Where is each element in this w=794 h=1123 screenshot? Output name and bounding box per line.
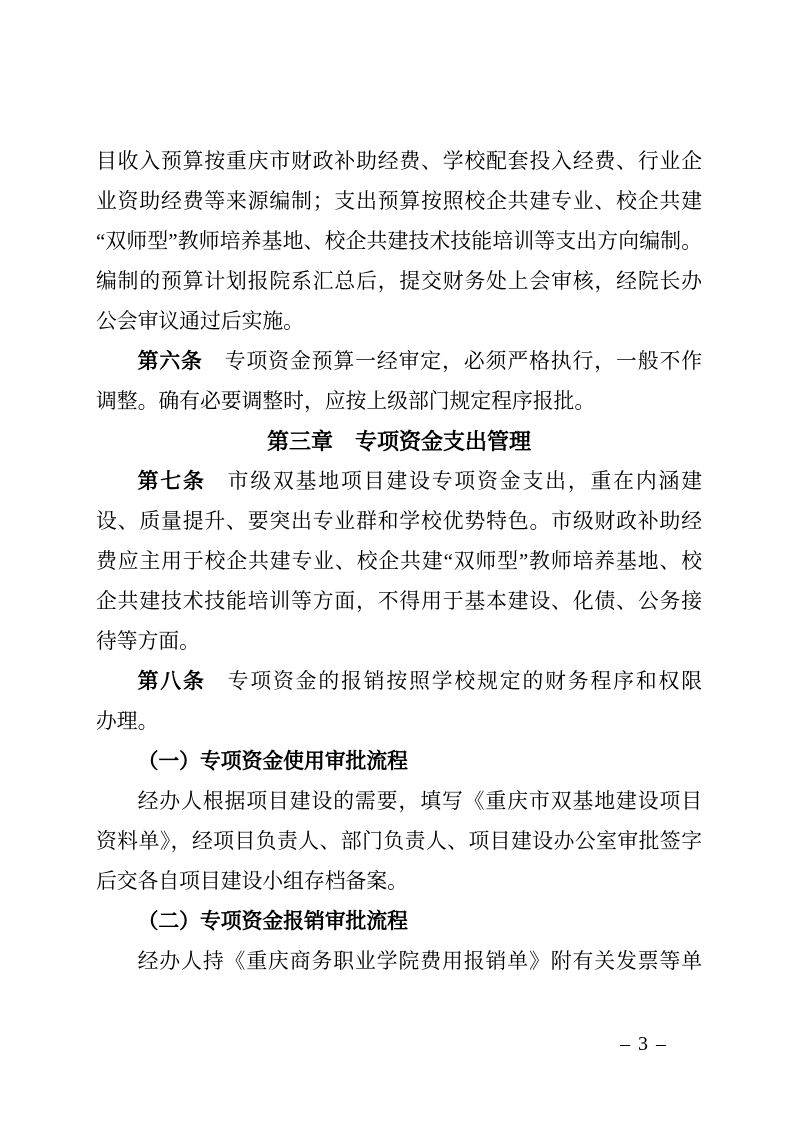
text-line: 经办人根据项目建设的需要，填写《重庆市双基地建设项目 bbox=[137, 790, 702, 813]
text-line: 公会审议通过后实施。 bbox=[96, 310, 304, 333]
text-line bbox=[96, 462, 702, 502]
text-line bbox=[96, 662, 702, 702]
document-body bbox=[96, 142, 702, 982]
text-line bbox=[96, 342, 702, 382]
text-line: 经办人持《重庆商务职业学院费用报销单》附有关发票等单 bbox=[137, 950, 702, 973]
text-line: 企共建技术技能培训等方面，不得用于基本建设、化债、公务接 bbox=[96, 590, 702, 613]
text-line: 办理。 bbox=[96, 710, 159, 733]
text-line: 设、质量提升、要突出专业群和学校优势特色。市级财政补助经 bbox=[96, 510, 702, 533]
section-heading: （一）专项资金使用审批流程 bbox=[137, 750, 408, 773]
text-line: 业资助经费等来源编制；支出预算按照校企共建专业、校企共建 bbox=[96, 190, 702, 213]
text-line: 后交各自项目建设小组存档备案。 bbox=[96, 870, 408, 893]
chapter-heading bbox=[96, 422, 702, 462]
article-number: 第七条 bbox=[137, 470, 206, 493]
article-number: 第八条 bbox=[137, 670, 206, 693]
text-line-content: 专项资金预算一经审定，必须严格执行，一般不作 bbox=[224, 350, 702, 373]
text-line-content: 市级双基地项目建设专项资金支出，重在内涵建 bbox=[227, 470, 703, 493]
text-line: 费应主用于校企共建专业、校企共建“双师型”教师培养基地、校 bbox=[96, 550, 702, 573]
chapter-number: 第三章 bbox=[266, 429, 333, 454]
page-number: – 3 – bbox=[620, 1033, 668, 1055]
chapter-title: 专项资金支出管理 bbox=[355, 429, 532, 454]
text-line: 调整。确有必要调整时，应按上级部门规定程序报批。 bbox=[96, 390, 596, 413]
text-line: 目收入预算按重庆市财政补助经费、学校配套投入经费、行业企 bbox=[96, 150, 702, 173]
section-heading: （二）专项资金报销审批流程 bbox=[137, 910, 408, 933]
text-line: “双师型”教师培养基地、校企共建技术技能培训等支出方向编制。 bbox=[96, 230, 702, 253]
text-line: 待等方面。 bbox=[96, 630, 200, 653]
text-line-content: 专项资金的报销按照学校规定的财务程序和权限 bbox=[227, 670, 703, 693]
text-line: 编制的预算计划报院系汇总后，提交财务处上会审核，经院长办 bbox=[96, 270, 702, 293]
article-number: 第六条 bbox=[137, 350, 203, 373]
text-line: 资料单》，经项目负责人、部门负责人、项目建设办公室审批签字 bbox=[96, 830, 702, 853]
